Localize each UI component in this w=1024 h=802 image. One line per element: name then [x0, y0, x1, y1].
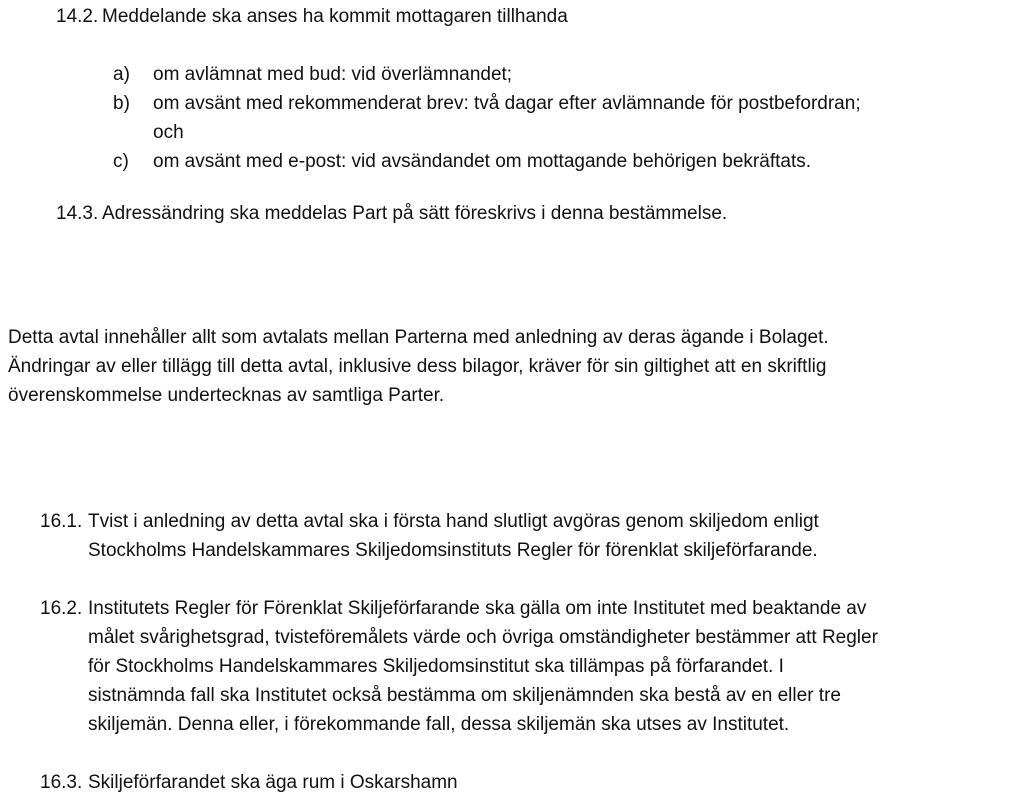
list-item-letter: c)	[113, 151, 129, 172]
clause-text: Meddelande ska anses ha kommit mottagaren tillhanda	[102, 6, 568, 27]
paragraph-line: Ändringar av eller tillägg till detta avtal, inklusive dess bilagor, kräver för sin giltighet att en skriftlig	[8, 356, 827, 377]
clause-text: Skiljeförfarandet ska äga rum i Oskarshamn	[88, 772, 458, 793]
clause-text: sistnämnda fall ska Institutet också bestämma om skiljenämnden ska bestå av en eller tre	[88, 685, 841, 706]
paragraph-line: Detta avtal innehåller allt som avtalats mellan Parterna med anledning av deras ägande i Bolaget.	[8, 327, 829, 348]
paragraph-line: överenskommelse undertecknas av samtliga Parter.	[8, 385, 445, 406]
list-item-text: och	[153, 122, 184, 143]
clause-number: 16.2.	[40, 598, 83, 619]
list-item-text: om avsänt med e-post: vid avsändandet om mottagande behörigen bekräftats.	[153, 151, 812, 172]
clause-text: Stockholms Handelskammares Skiljedomsinstituts Regler för förenklat skiljeförfarande.	[88, 540, 818, 561]
clause-number: 14.3.	[56, 203, 99, 224]
clause-text: målet svårighetsgrad, tvisteföremålets värde och övriga omständigheter bestämmer att Regler	[88, 627, 878, 648]
clause-text: Adressändring ska meddelas Part på sätt föreskrivs i denna bestämmelse.	[102, 203, 728, 224]
clause-number: 16.1.	[40, 511, 83, 532]
clause-text: för Stockholms Handelskammares Skiljedomsinstitut ska tillämpas på förfarandet. I	[88, 656, 784, 677]
clause-text: skiljemän. Denna eller, i förekommande fall, dessa skiljemän ska utses av Institutet.	[88, 714, 790, 735]
list-item-text: om avlämnat med bud: vid överlämnandet;	[153, 64, 513, 85]
list-item-letter: b)	[113, 93, 130, 114]
list-item-text: om avsänt med rekommenderat brev: två dagar efter avlämnande för postbefordran;	[153, 93, 861, 114]
clause-text: Institutets Regler för Förenklat Skiljeförfarande ska gälla om inte Institutet med beaktande av	[88, 598, 867, 619]
clause-text: Tvist i anledning av detta avtal ska i första hand slutligt avgöras genom skiljedom enligt	[88, 511, 819, 532]
clause-number: 14.2.	[56, 6, 99, 27]
clause-number: 16.3.	[40, 772, 83, 793]
list-item-letter: a)	[113, 64, 130, 85]
